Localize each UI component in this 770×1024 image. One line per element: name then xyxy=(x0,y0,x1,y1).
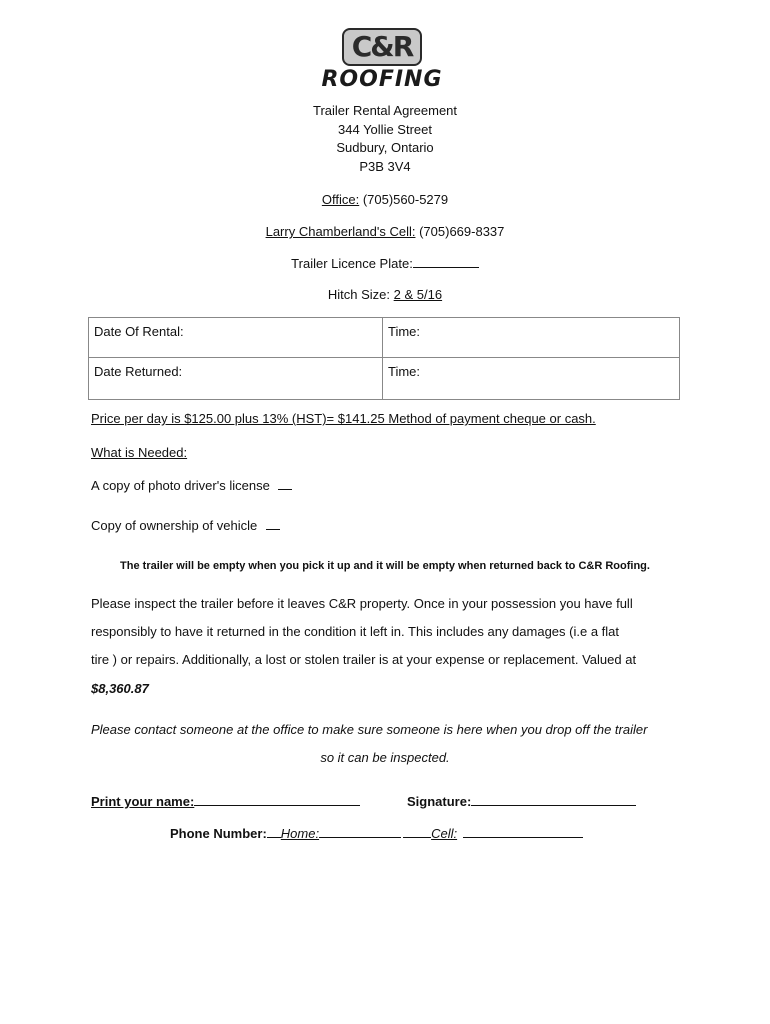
return-time-cell[interactable]: Time: xyxy=(383,358,680,400)
trailer-value: $8,360.87 xyxy=(91,681,149,696)
phone-gap-line xyxy=(267,823,281,838)
inspect-line-2: responsibly to have it returned in the condition it left in. This includes any damages (i.e a flat xyxy=(91,624,619,639)
rental-dates-table xyxy=(88,317,680,400)
date-of-rental-cell[interactable]: Date Of Rental: xyxy=(89,318,383,358)
phone-number-field xyxy=(170,823,583,843)
office-line xyxy=(0,191,770,209)
date-returned-cell[interactable]: Date Returned: xyxy=(89,358,383,400)
office-label: Office: xyxy=(321,192,360,207)
print-name-blank[interactable] xyxy=(194,791,360,806)
needed-item-ownership xyxy=(91,516,280,535)
print-name-label: Print your name: xyxy=(91,794,195,809)
cell-phone-label: Cell: xyxy=(431,826,458,841)
cell-phone: (705)669-8337 xyxy=(419,224,505,239)
table-row xyxy=(89,358,680,400)
ownership-text: Copy of ownership of vehicle xyxy=(91,518,258,533)
logo-wordmark: ROOFING xyxy=(321,67,443,92)
plate-line xyxy=(0,254,770,273)
table-row xyxy=(89,318,680,358)
address-city: Sudbury, Ontario xyxy=(336,140,434,155)
needed-heading: What is Needed: xyxy=(91,445,188,460)
home-phone-blank[interactable] xyxy=(319,823,401,838)
license-text: A copy of photo driver's license xyxy=(91,478,270,493)
address-street: 344 Yollie Street xyxy=(338,122,432,137)
plate-blank[interactable] xyxy=(413,254,479,268)
office-phone: (705)560-5279 xyxy=(362,192,449,207)
signature-blank[interactable] xyxy=(471,791,636,806)
pricing-text: Price per day is $125.00 plus 13% (HST)= $141.25 Method of payment cheque or cash. xyxy=(91,411,596,426)
home-label: Home: xyxy=(280,826,320,841)
logo-mark: C&R xyxy=(342,28,422,66)
company-logo xyxy=(316,28,448,92)
cell-phone-blank[interactable] xyxy=(463,823,583,838)
rental-time-cell[interactable]: Time: xyxy=(383,318,680,358)
phone-number-label: Phone Number: xyxy=(170,826,267,841)
inspect-line-1: Please inspect the trailer before it leaves C&R property. Once in your possession you have full xyxy=(91,596,633,611)
cell-label: Larry Chamberland's Cell: xyxy=(265,224,416,239)
address-postal: P3B 3V4 xyxy=(359,159,411,174)
contact-note-line-1: Please contact someone at the office to make sure someone is here when you drop off the trailer xyxy=(91,722,648,737)
needed-item-license xyxy=(91,476,292,495)
hitch-value: 2 & 5/16 xyxy=(393,287,443,302)
cell-line xyxy=(0,223,770,241)
plate-label: Trailer Licence Plate: xyxy=(291,256,413,271)
print-name-field xyxy=(91,791,360,811)
license-checkbox-blank[interactable] xyxy=(278,476,292,490)
document-title: Trailer Rental Agreement xyxy=(312,103,458,118)
hitch-label: Hitch Size: xyxy=(327,287,391,302)
hitch-line xyxy=(0,286,770,304)
inspect-line-3: tire ) or repairs. Additionally, a lost or stolen trailer is at your expense or replacement. Valued at xyxy=(91,652,637,667)
signature-label: Signature: xyxy=(407,794,472,809)
phone-gap-line-2 xyxy=(403,823,431,838)
signature-field xyxy=(407,791,636,811)
empty-trailer-notice: The trailer will be empty when you pick it up and it will be empty when returned back to C&R Roofing. xyxy=(120,560,650,572)
contact-note-line-2: so it can be inspected. xyxy=(320,750,450,765)
ownership-checkbox-blank[interactable] xyxy=(266,516,280,530)
